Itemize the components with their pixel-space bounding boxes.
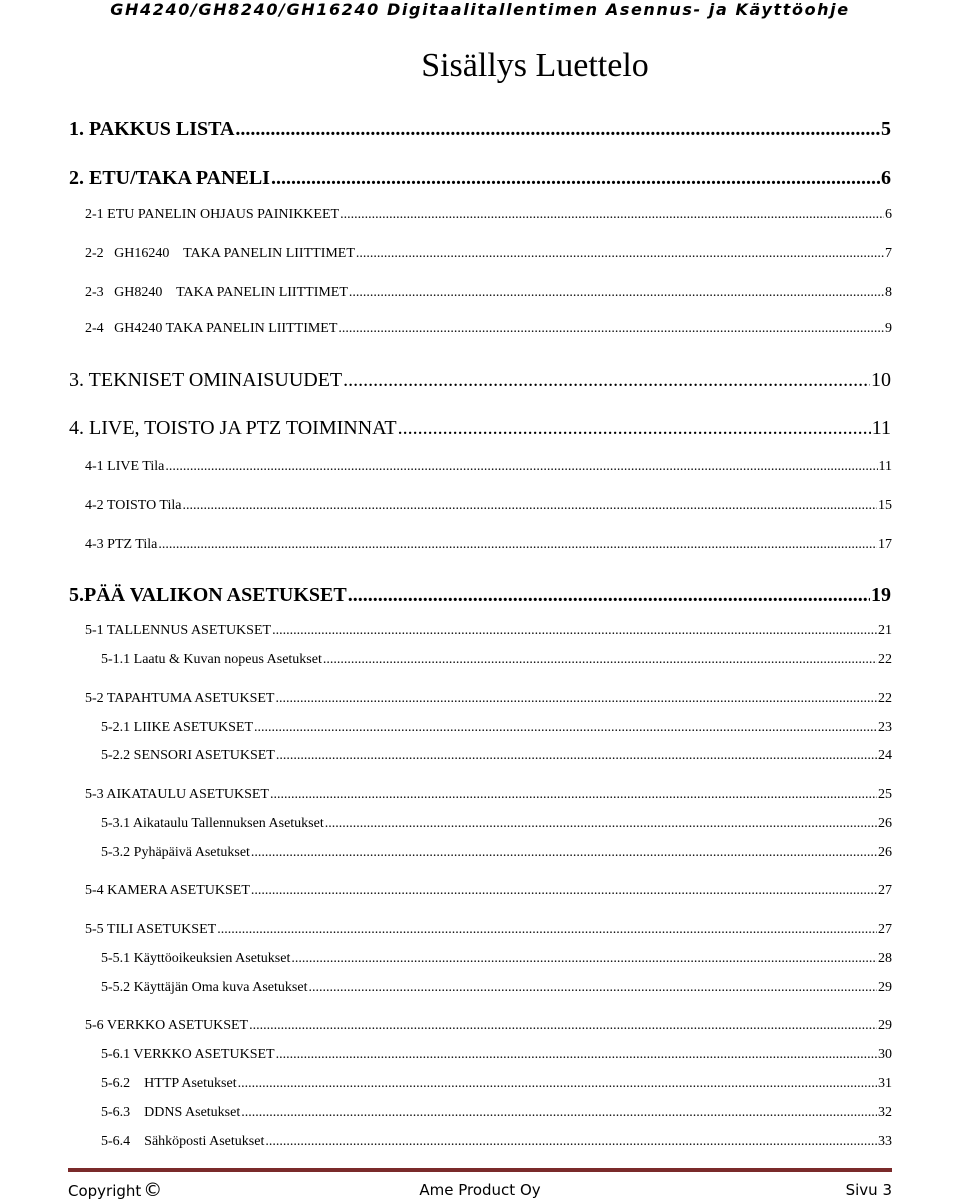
- toc-entry-label: 5-6.3 DDNS Asetukset: [101, 1105, 241, 1120]
- toc-entry-page: 11: [871, 417, 891, 439]
- toc-entry-label: 4-3 PTZ Tila: [85, 537, 158, 552]
- footer-company: Ame Product Oy: [419, 1181, 541, 1199]
- toc-entry[interactable]: [69, 166, 891, 190]
- toc-entry[interactable]: [101, 950, 892, 968]
- toc-entry-label: 2-3 GH8240 TAKA PANELIN LIITTIMET: [85, 285, 348, 300]
- page-title: Sisällys Luettelo: [421, 47, 649, 84]
- toc-entry-label: 5-3.2 Pyhäpäivä Asetukset: [101, 845, 250, 860]
- toc-entry[interactable]: [85, 921, 892, 939]
- toc-entry-page: 19: [871, 584, 891, 606]
- toc-entry-page: 29: [878, 1018, 892, 1033]
- toc-entry[interactable]: [101, 815, 892, 833]
- toc-entry-page: 30: [878, 1047, 892, 1062]
- toc-entry[interactable]: [101, 1075, 892, 1093]
- toc-entry[interactable]: [85, 320, 892, 338]
- toc-entry[interactable]: [101, 747, 892, 765]
- toc-entry-page: 21: [878, 623, 892, 638]
- toc-entry[interactable]: [85, 690, 892, 708]
- toc-entry[interactable]: [101, 719, 892, 737]
- copyright-label: Copyright: [68, 1182, 142, 1200]
- toc-entry-page: 32: [878, 1105, 892, 1120]
- page-footer: [68, 1180, 892, 1200]
- toc-entry[interactable]: [85, 536, 892, 554]
- toc-entry-page: 25: [878, 787, 892, 802]
- toc-entry-page: 28: [878, 951, 892, 966]
- toc-entry-page: 33: [878, 1134, 892, 1149]
- toc-entry-label: 5-3 AIKATAULU ASETUKSET: [85, 787, 269, 802]
- toc-entry[interactable]: [101, 979, 892, 997]
- toc-entry-label: 2-4 GH4240 TAKA PANELIN LIITTIMET: [85, 321, 338, 336]
- toc-entry-page: 17: [878, 537, 892, 552]
- toc-entry-label: 5-6.4 Sähköposti Asetukset: [101, 1134, 265, 1149]
- copyright-icon: ©: [143, 1179, 163, 1201]
- toc-entry-label: 5-6 VERKKO ASETUKSET: [85, 1018, 249, 1033]
- toc-entry-label: 5-4 KAMERA ASETUKSET: [85, 883, 250, 898]
- toc-entry[interactable]: [85, 458, 892, 476]
- toc-entry[interactable]: [85, 206, 892, 224]
- toc-entry-page: 10: [871, 369, 891, 391]
- toc-entry-label: 4. LIVE, TOISTO JA PTZ TOIMINNAT: [69, 417, 397, 439]
- toc-entry-page: 6: [881, 167, 891, 189]
- toc-entry-label: 5-2 TAPAHTUMA ASETUKSET: [85, 691, 275, 706]
- toc-entry[interactable]: [69, 416, 891, 440]
- toc-entry-label: 1. PAKKUS LISTA: [69, 118, 235, 140]
- toc-entry-label: 5-2.2 SENSORI ASETUKSET: [101, 748, 275, 763]
- toc-entry-label: 5-6.1 VERKKO ASETUKSET: [101, 1047, 275, 1062]
- toc-entry[interactable]: [85, 882, 892, 900]
- toc-entry-page: 6: [885, 207, 892, 222]
- toc-entry-label: 5-6.2 HTTP Asetukset: [101, 1076, 237, 1091]
- toc-entry-label: 5-1.1 Laatu & Kuvan nopeus Asetukset: [101, 652, 322, 667]
- toc-entry-page: 9: [885, 321, 892, 336]
- toc-entry-page: 26: [878, 816, 892, 831]
- toc-entry[interactable]: [101, 1046, 892, 1064]
- footer-page-number: Sivu 3: [845, 1181, 892, 1199]
- toc-entry[interactable]: [101, 844, 892, 862]
- toc-entry-page: 27: [878, 922, 892, 937]
- toc-entry-page: 5: [881, 118, 891, 140]
- toc-entry[interactable]: [85, 245, 892, 263]
- toc-entry-page: 27: [878, 883, 892, 898]
- toc-entry-label: 4-2 TOISTO Tila: [85, 498, 182, 513]
- toc-entry-page: 31: [878, 1076, 892, 1091]
- toc-entry[interactable]: [85, 1017, 892, 1035]
- running-header: GH4240/GH8240/GH16240 Digitaalitallentimen Asennus- ja Käyttöohje: [110, 0, 850, 19]
- toc-entry-page: 15: [878, 498, 892, 513]
- toc-entry-label: 5-2.1 LIIKE ASETUKSET: [101, 720, 254, 735]
- toc-entry-page: 26: [878, 845, 892, 860]
- toc-entry-page: 8: [885, 285, 892, 300]
- toc-entry[interactable]: [69, 368, 891, 392]
- toc-entry-page: 23: [878, 720, 892, 735]
- toc-entry[interactable]: [85, 284, 892, 302]
- toc-entry[interactable]: [101, 651, 892, 669]
- toc-entry[interactable]: [69, 583, 891, 607]
- toc-entry-label: 5-5.2 Käyttäjän Oma kuva Asetukset: [101, 980, 308, 995]
- toc-entry-label: 2. ETU/TAKA PANELI: [69, 167, 270, 189]
- toc-entry-label: 5.PÄÄ VALIKON ASETUKSET: [69, 584, 347, 606]
- toc-entry-label: 2-2 GH16240 TAKA PANELIN LIITTIMET: [85, 246, 355, 261]
- footer-divider: [68, 1168, 892, 1172]
- toc-entry-label: 2-1 ETU PANELIN OHJAUS PAINIKKEET: [85, 207, 340, 222]
- toc-entry-label: 5-3.1 Aikataulu Tallennuksen Asetukset: [101, 816, 324, 831]
- toc-entry-page: 24: [878, 748, 892, 763]
- toc-entry-page: 29: [878, 980, 892, 995]
- toc-entry[interactable]: [85, 622, 892, 640]
- toc-entry-page: 22: [878, 691, 892, 706]
- toc-entry-page: 22: [878, 652, 892, 667]
- toc-entry-label: 5-5 TILI ASETUKSET: [85, 922, 217, 937]
- toc-entry-label: 5-1 TALLENNUS ASETUKSET: [85, 623, 272, 638]
- toc-entry[interactable]: [101, 1133, 892, 1151]
- toc-entry-page: 11: [878, 459, 892, 474]
- toc-entry-label: 4-1 LIVE Tila: [85, 459, 165, 474]
- toc-entry[interactable]: [101, 1104, 892, 1122]
- toc-entry-label: 5-5.1 Käyttöoikeuksien Asetukset: [101, 951, 291, 966]
- toc-entry[interactable]: [69, 117, 891, 141]
- toc-entry[interactable]: [85, 497, 892, 515]
- toc-entry-page: 7: [885, 246, 892, 261]
- toc-entry-label: 3. TEKNISET OMINAISUUDET: [69, 369, 343, 391]
- toc-entry[interactable]: [85, 786, 892, 804]
